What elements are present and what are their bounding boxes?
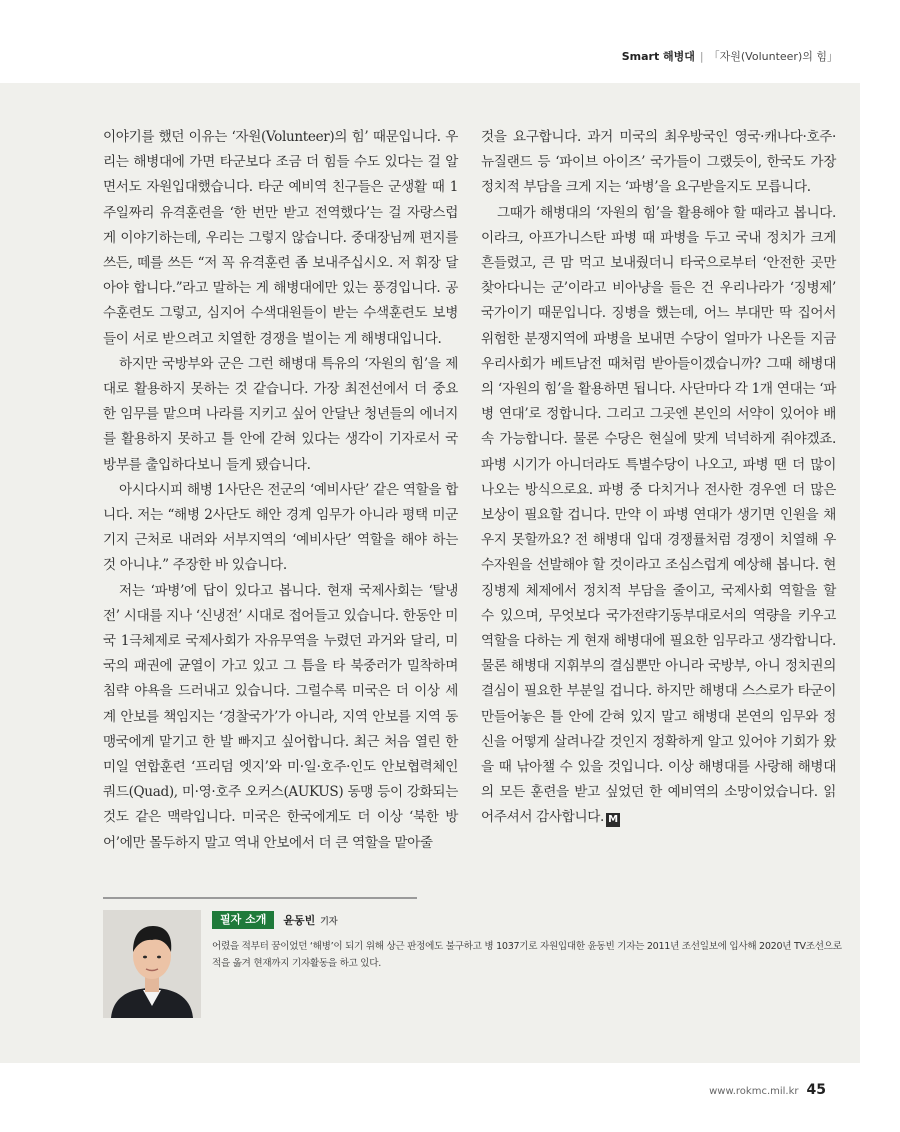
author-tag: 필자 소개 bbox=[212, 911, 274, 929]
article-column-right bbox=[481, 125, 836, 831]
article-paragraph: 아시다시피 해병 1사단은 전군의 ‘예비사단’ 같은 역할을 합니다. 저는 “해병 2사단도 해안 경계 임무가 아니라 평택 미군기지 근처로 내려와 서부지역의 ‘예비사단’ 역할을 해야 하는 것 아니냐.” 주장한 바 있습니다. bbox=[103, 481, 458, 574]
page-footer bbox=[709, 1082, 826, 1098]
page-number: 45 bbox=[806, 1082, 826, 1098]
header-separator: | bbox=[699, 50, 704, 63]
header-brand: Smart 해병대 bbox=[621, 50, 695, 63]
footer-url: www.rokmc.mil.kr bbox=[709, 1086, 799, 1097]
author-role: 기자 bbox=[320, 916, 338, 927]
author-name: 윤동빈 bbox=[283, 914, 316, 927]
author-divider bbox=[103, 897, 417, 899]
article-column-left bbox=[103, 125, 458, 856]
header-section-title: 「자원(Volunteer)의 힘」 bbox=[708, 50, 838, 63]
article-paragraph-text: 그때가 해병대의 ‘자원의 힘’을 활용해야 할 때라고 봅니다. 이라크, 아프가니스탄 파병 때 파병을 두고 국내 정치가 크게 흔들렸고, 큰 맘 먹고 보내줬더니 타국으로부터 ‘안전한 곳만 찾아다니는 군’이라고 비아냥을 들은 건 우리나라가 ‘징병제’ 국가이기 때문입니다. 징병을 했는데, 어느 부대만 딱 집어서 위험한 분쟁지역에 파병을 보내면 수당이 얼마가 나온들 지금 우리사회가 베트남전 때처럼 받아들이겠습니까? 그때 해병대의 ‘자원의 힘’을 활용하면 됩니다. 사단마다 각 1개 연대는 ‘파병 연대’로 정합니다. 그리고 그곳엔 본인의 서약이 있어야 배속 가능합니다. 물론 수당은 현실에 맞게 넉넉하게 줘야겠죠. 파병 시기가 아니더라도 특별수당이 나오고, 파병 땐 더 많이 나오는 방식으로요. 파병 중 다치거나 전사한 경우엔 더 많은 보상이 필요할 겁니다. 만약 이 파병 연대가 생기면 인원을 채우지 못할까요? 전 해병대 입대 경쟁률처럼 경쟁이 치열해 우수자원을 선발해야 할 것이라고 조심스럽게 예상해 봅니다. 현 징병제 체제에서 정치적 부담을 줄이고, 국제사회 역할을 할 수 있으며, 무엇보다 국가전략기동부대로서의 역량을 키우고 역할을 다하는 게 현재 해병대에 필요한 임무라고 생각합니다. 물론 해병대 지휘부의 결심뿐만 아니라 국방부, 아니 정치권의 결심이 필요한 부분일 겁니다. 하지만 해병대 스스로가 타군이 만들어놓은 틀 안에 갇혀 있지 말고 해병대 본연의 임무와 정신을 어떻게 살려나갈 것인지 정확하게 알고 있어야 기회가 왔을 때 낚아챌 수 있을 것입니다. 이상 해병대를 사랑해 해병대의 모든 훈련을 받고 싶었던 한 예비역의 소망이었습니다. 읽어주셔서 감사합니다. bbox=[481, 204, 836, 826]
running-header bbox=[622, 48, 838, 64]
author-portrait-icon bbox=[103, 910, 201, 1018]
article-paragraph: 이야기를 했던 이유는 ‘자원(Volunteer)의 힘’ 때문입니다. 우리는 해병대에 가면 타군보다 조금 더 힘들 수도 있다는 걸 알면서도 자원입대했습니다. 타군 예비역 친구들은 군생활 때 1주일짜리 유격훈련을 ‘한 번만 받고 전역했다’는 걸 자랑스럽게 이야기하는데, 우리는 그렇지 않습니다. 중대장님께 편지를 쓰든, 떼를 쓰든 “저 꼭 유격훈련 좀 보내주십시오. 저 휘장 달아야 합니다.”라고 말하는 게 해병대에만 있는 풍경입니다. 공수훈련도 그렇고, 심지어 수색대원들이 받는 수색훈련도 보병들이 서로 받으려고 치열한 경쟁을 벌이는 게 해병대입니다. bbox=[103, 129, 458, 347]
article-paragraph: 것을 요구합니다. 과거 미국의 최우방국인 영국·캐나다·호주·뉴질랜드 등 ‘파이브 아이즈’ 국가들이 그랬듯이, 한국도 가장 정치적 부담을 크게 지는 ‘파병’을 요구받을지도 모릅니다. bbox=[481, 129, 836, 196]
article-paragraph: 하지만 국방부와 군은 그런 해병대 특유의 ‘자원의 힘’을 제대로 활용하지 못하는 것 같습니다. 가장 최전선에서 더 중요한 임무를 맡으며 나라를 지키고 싶어 안달난 청년들의 에너지를 활용하지 못하고 틀 안에 갇혀 있다는 생각이 기자로서 국방부를 출입하다보니 들게 됐습니다. bbox=[103, 355, 458, 473]
author-photo bbox=[103, 910, 201, 1018]
author-bio: 어렸을 적부터 꿈이었던 ‘해병’이 되기 위해 상근 판정에도 불구하고 병 1037기로 자원입대한 윤동빈 기자는 2011년 조선일보에 입사해 2020년 TV조선으로 적을 옮겨 현재까지 기자활동을 하고 있다. bbox=[212, 941, 842, 969]
article-paragraph bbox=[481, 201, 836, 831]
article-paragraph: 저는 ‘파병’에 답이 있다고 봅니다. 현재 국제사회는 ‘탈냉전’ 시대를 지나 ‘신냉전’ 시대로 접어들고 있습니다. 한동안 미국 1극체제로 국제사회가 자유무역을 누렸던 과거와 달리, 미국의 패권에 균열이 가고 있고 그 틈을 타 북중러가 밀착하며 침략 야욕을 드러내고 있습니다. 그럴수록 미국은 더 이상 세계 안보를 책임지는 ‘경찰국가’가 아니라, 지역 안보를 지역 동맹국에게 맡기고 한 발 빠지고 싶어합니다. 최근 처음 열린 한미일 연합훈련 ‘프리덤 엣지’와 미·일·호주·인도 안보협력체인 쿼드(Quad), 미·영·호주 오커스(AUKUS) 동맹 등이 강화되는 것도 같은 맥락입니다. 미국은 한국에게도 더 이상 ‘북한 방어’에만 몰두하지 말고 역내 안보에서 더 큰 역할을 맡아줄 bbox=[103, 582, 458, 851]
author-heading bbox=[212, 911, 338, 929]
end-mark-icon: M bbox=[606, 813, 620, 827]
